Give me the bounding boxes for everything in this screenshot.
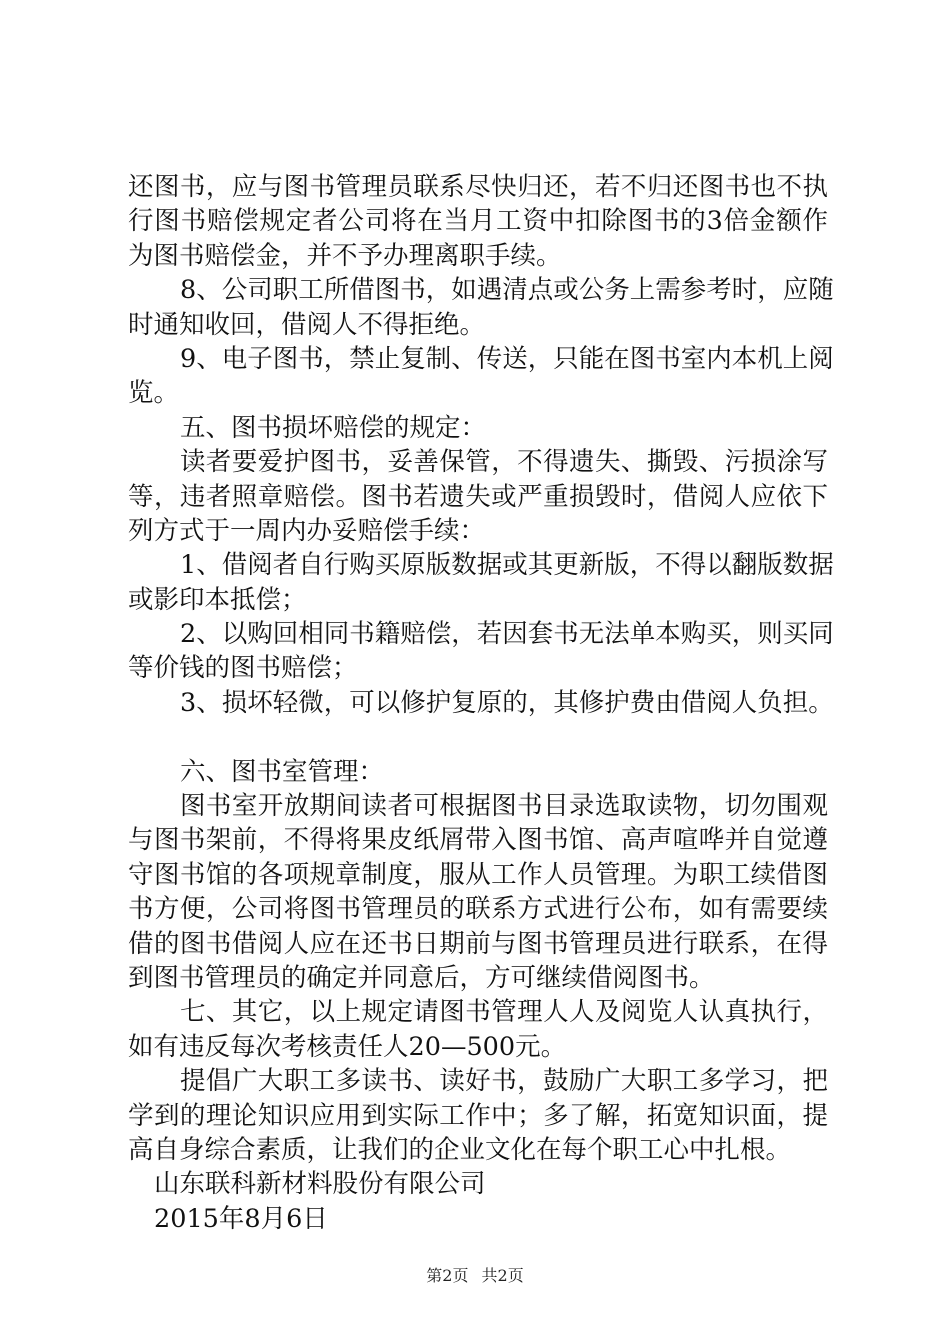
paragraph-line: 与图书架前，不得将果皮纸屑带入图书馆、高声喧哗并自觉遵 xyxy=(128,825,828,856)
page-number: 第2页 xyxy=(426,1266,469,1285)
paragraph-line: 图书室开放期间读者可根据图书目录选取读物，切勿围观 xyxy=(180,791,828,822)
blank-line xyxy=(128,720,828,754)
paragraph-line: 列方式于一周内办妥赔偿手续： xyxy=(128,515,486,546)
paragraph-line: 为图书赔偿金，并不予办理离职手续。 xyxy=(128,240,562,271)
section-heading: 五、图书损坏赔偿的规定： xyxy=(180,412,487,443)
section-heading: 六、图书室管理： xyxy=(180,756,385,787)
company-signature: 山东联科新材料股份有限公司 xyxy=(154,1169,486,1200)
paragraph-line: 书方便，公司将图书管理员的联系方式进行公布，如有需要续 xyxy=(128,894,828,925)
paragraph-line: 等价钱的图书赔偿； xyxy=(128,653,358,684)
paragraph-line: 览。 xyxy=(128,378,180,409)
paragraph-line: 借的图书借阅人应在还书日期前与图书管理员进行联系，在得 xyxy=(128,928,828,959)
paragraph-line: 行图书赔偿规定者公司将在当月工资中扣除图书的3倍金额作 xyxy=(128,206,828,237)
paragraph-line: 8、公司职工所借图书，如遇清点或公务上需参考时，应随 xyxy=(180,275,834,306)
paragraph-line: 9、电子图书，禁止复制、传送，只能在图书室内本机上阅 xyxy=(180,343,834,374)
paragraph-line: 3、损坏轻微，可以修护复原的，其修护费由借阅人负担。 xyxy=(180,687,834,718)
document-body xyxy=(128,170,834,1236)
paragraph-line: 提倡广大职工多读书、读好书，鼓励广大职工多学习，把 xyxy=(180,1066,828,1097)
paragraph-line: 1、借阅者自行购买原版数据或其更新版，不得以翻版数据 xyxy=(180,550,834,581)
paragraph-line: 学到的理论知识应用到实际工作中；多了解，拓宽知识面，提 xyxy=(128,1100,828,1131)
paragraph-line: 七、其它，以上规定请图书管理人人及阅览人认真执行， xyxy=(180,997,828,1028)
paragraph-line: 或影印本抵偿； xyxy=(128,584,307,615)
paragraph-line: 守图书馆的各项规章制度，服从工作人员管理。为职工续借图 xyxy=(128,859,828,890)
paragraph-line: 如有违反每次考核责任人20—500元。 xyxy=(128,1031,567,1062)
paragraph-line: 到图书管理员的确定并同意后，方可继续借阅图书。 xyxy=(128,962,715,993)
page-footer xyxy=(0,1263,950,1286)
paragraph-line: 等，违者照章赔偿。图书若遗失或严重损毁时，借阅人应依下 xyxy=(128,481,828,512)
document-date: 2015年8月6日 xyxy=(154,1203,328,1234)
paragraph-line: 时通知收回，借阅人不得拒绝。 xyxy=(128,309,486,340)
paragraph-line: 读者要爱护图书，妥善保管，不得遗失、撕毁、污损涂写 xyxy=(180,447,828,478)
paragraph-line: 高自身综合素质，让我们的企业文化在每个职工心中扎根。 xyxy=(128,1134,792,1165)
paragraph-line: 还图书，应与图书管理员联系尽快归还，若不归还图书也不执 xyxy=(128,172,828,202)
paragraph-line: 2、以购回相同书籍赔偿，若因套书无法单本购买，则买同 xyxy=(180,619,834,650)
page-total: 共2页 xyxy=(481,1266,524,1285)
